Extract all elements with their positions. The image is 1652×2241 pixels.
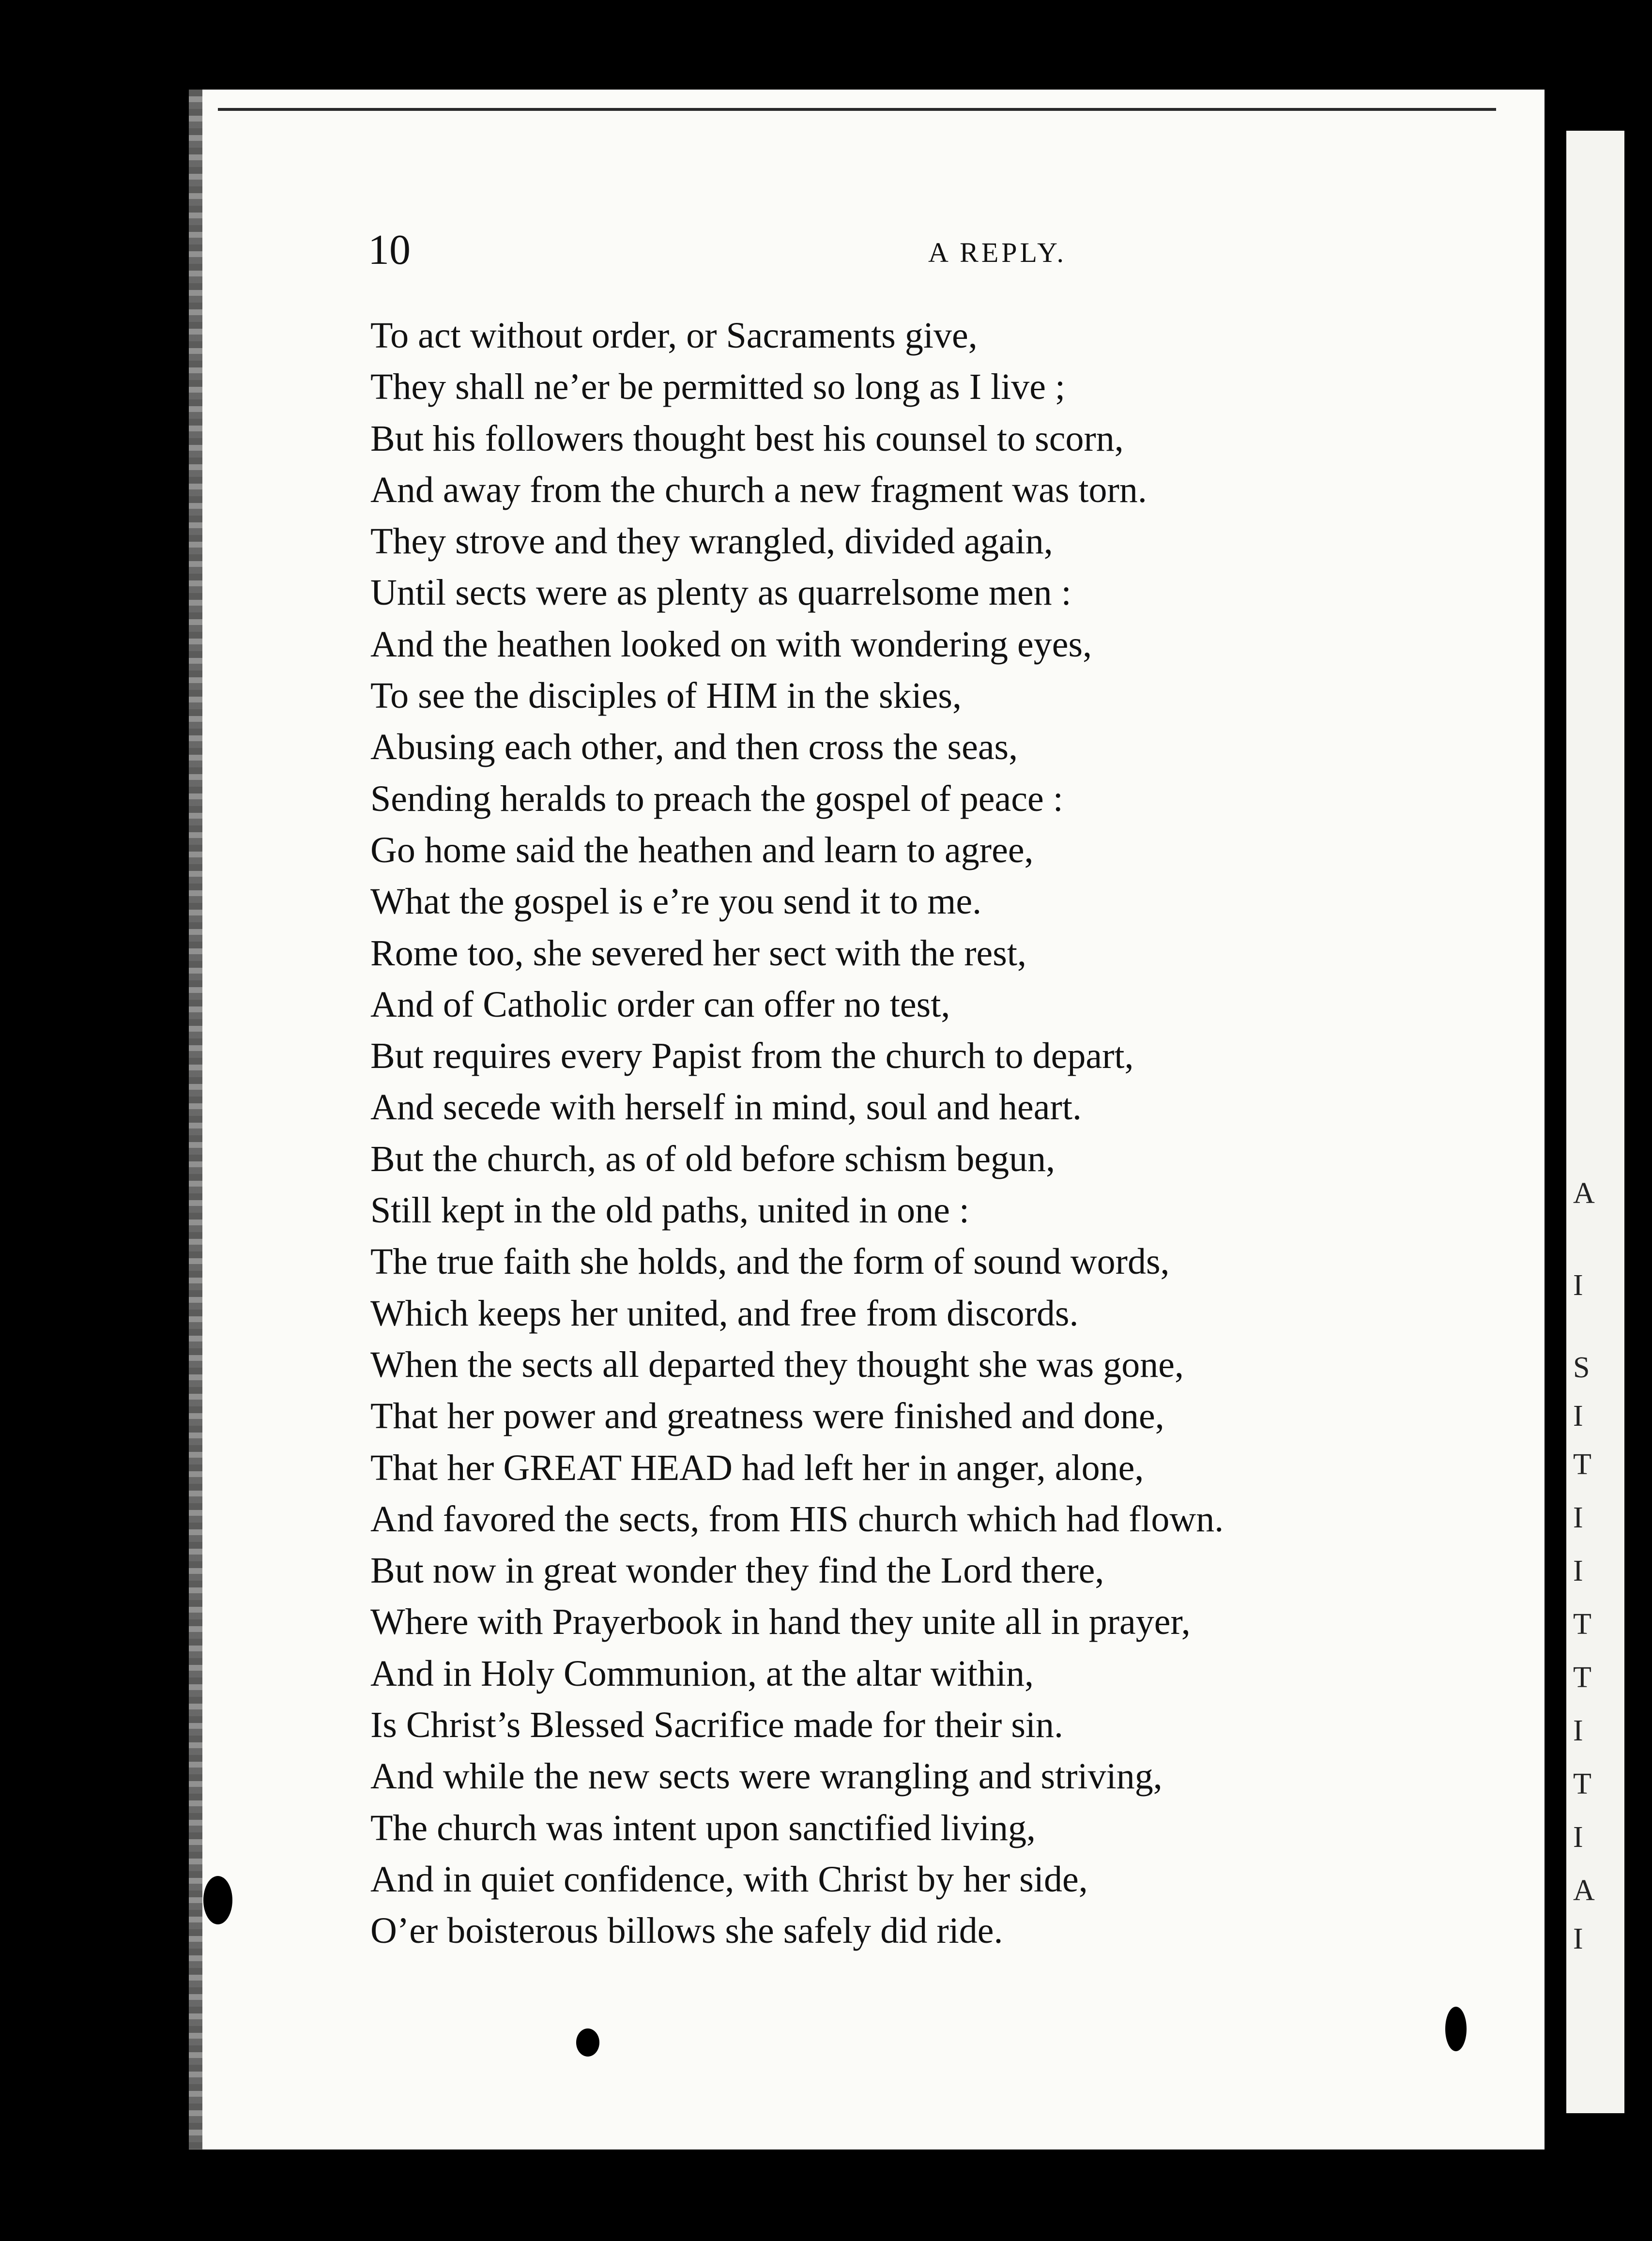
poem-line: And the heathen looked on with wondering eyes, <box>370 624 1092 665</box>
next-page-edge <box>1566 131 1624 2113</box>
ink-blot <box>1445 2007 1467 2051</box>
page-gutter-shadow <box>189 90 202 2150</box>
edge-fragment: T <box>1573 1608 1591 1641</box>
poem-line: Is Christ’s Blessed Sacrifice made for their sin. <box>370 1705 1064 1746</box>
poem-line: And of Catholic order can offer no test, <box>370 984 950 1025</box>
edge-fragment: I <box>1573 1400 1583 1433</box>
poem-line: And secede with herself in mind, soul and heart. <box>370 1087 1082 1128</box>
poem-line: And away from the church a new fragment was torn. <box>370 469 1147 510</box>
edge-fragment: I <box>1573 1501 1583 1534</box>
edge-fragment: I <box>1573 1922 1583 1955</box>
ink-blot <box>576 2028 599 2057</box>
poem-line: Where with Prayerbook in hand they unite all in prayer, <box>370 1601 1191 1643</box>
poem-line: But his followers thought best his counsel to scorn, <box>370 418 1124 459</box>
edge-fragment: I <box>1573 1714 1583 1747</box>
poem-text <box>370 310 1224 1957</box>
poem-line: And in Holy Communion, at the altar within, <box>370 1653 1034 1694</box>
poem-line: The church was intent upon sanctified living, <box>370 1807 1036 1848</box>
edge-fragment: I <box>1573 1821 1583 1854</box>
page-number: 10 <box>368 227 411 274</box>
poem-line: That her power and greatness were finished and done, <box>370 1396 1164 1437</box>
poem-line: Sending heralds to preach the gospel of peace : <box>370 778 1063 819</box>
poem-line: They strove and they wrangled, divided again, <box>370 521 1053 562</box>
poem-line: And in quiet confidence, with Christ by her side, <box>370 1859 1088 1900</box>
edge-fragment: T <box>1573 1448 1591 1481</box>
edge-fragment: A <box>1573 1177 1595 1210</box>
running-head: A REPLY. <box>928 237 1067 268</box>
ink-blot <box>203 1876 232 1924</box>
edge-fragment: T <box>1573 1768 1591 1800</box>
page-header <box>368 226 1482 284</box>
poem-line: To see the disciples of HIM in the skies, <box>370 675 962 717</box>
edge-fragment: I <box>1573 1555 1583 1587</box>
poem-line: They shall ne’er be permitted so long as I live ; <box>370 366 1066 408</box>
poem-line: But now in great wonder they find the Lord there, <box>370 1550 1104 1591</box>
poem-line: Which keeps her united, and free from discords. <box>370 1293 1079 1334</box>
poem-line: And while the new sects were wrangling and striving, <box>370 1756 1163 1797</box>
poem-line: Rome too, she severed her sect with the rest, <box>370 932 1026 974</box>
poem-line: But the church, as of old before schism begun, <box>370 1138 1055 1179</box>
edge-fragment: A <box>1573 1874 1595 1907</box>
poem-line: Go home said the heathen and learn to agree, <box>370 829 1034 870</box>
book-page <box>189 90 1545 2150</box>
edge-fragment: T <box>1573 1661 1591 1694</box>
poem-line: O’er boisterous billows she safely did ride. <box>370 1910 1003 1951</box>
poem-line: That her GREAT HEAD had left her in anger, alone, <box>370 1447 1144 1488</box>
poem-line: To act without order, or Sacraments give, <box>370 315 978 356</box>
poem-line: Still kept in the old paths, united in one : <box>370 1190 970 1231</box>
top-edge-rule <box>218 108 1496 111</box>
poem-line: When the sects all departed they thought she was gone, <box>370 1344 1184 1385</box>
poem-line: And favored the sects, from HIS church which had flown. <box>370 1498 1224 1540</box>
poem-line: But requires every Papist from the church to depart, <box>370 1036 1134 1077</box>
edge-fragment: S <box>1573 1351 1590 1384</box>
poem-line: What the gospel is e’re you send it to me. <box>370 881 982 922</box>
edge-fragment: I <box>1573 1269 1583 1302</box>
poem-line: Until sects were as plenty as quarrelsome men : <box>370 572 1071 613</box>
poem-line: Abusing each other, and then cross the seas, <box>370 727 1018 768</box>
poem-line: The true faith she holds, and the form of sound words, <box>370 1241 1170 1282</box>
